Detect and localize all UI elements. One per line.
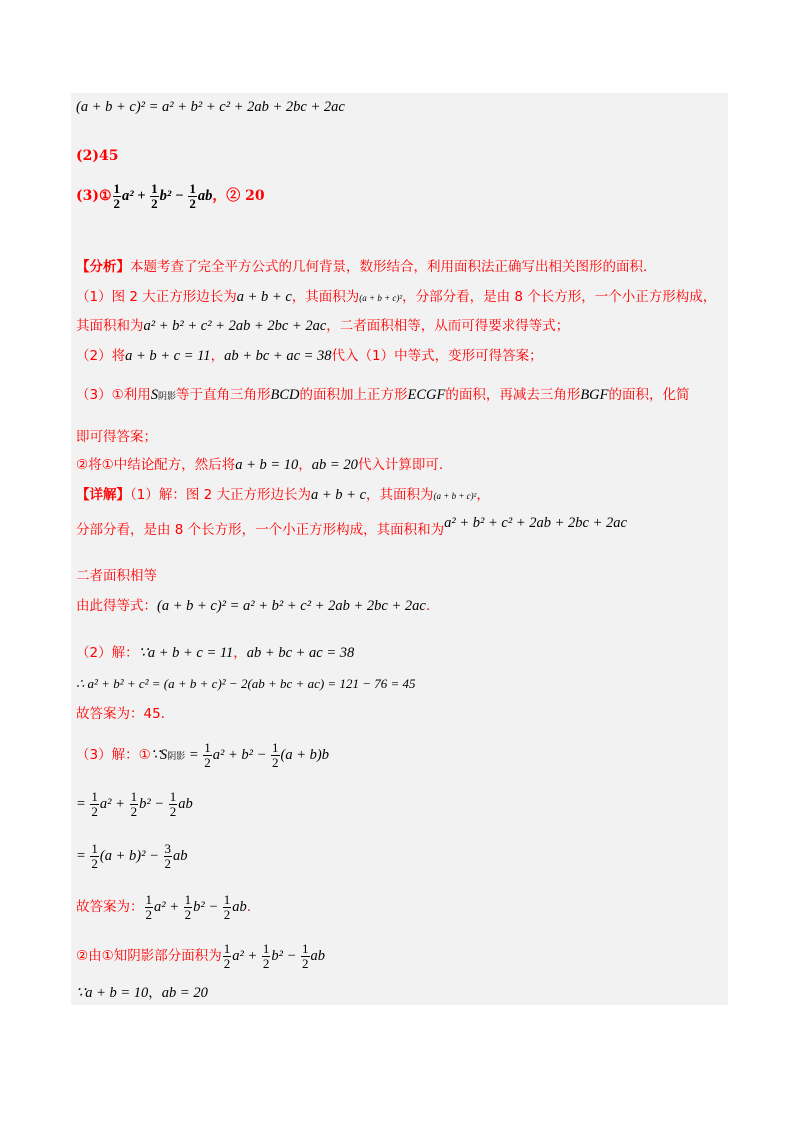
- text: ，其面积为: [366, 487, 434, 503]
- text: ，: [298, 457, 312, 473]
- text: 代入计算即可.: [357, 457, 444, 473]
- analysis-3: [76, 386, 690, 405]
- math: ∵a + b = 10: [76, 985, 149, 1001]
- math: ∵a + b + c = 11: [138, 645, 234, 661]
- math: a + b = 10: [235, 457, 299, 473]
- math: a + b + c: [311, 487, 367, 503]
- math-small: (a + b + c)²: [359, 293, 403, 303]
- detail-13: [76, 984, 208, 1002]
- math: a + b + c: [236, 289, 292, 305]
- text: 的面积加上正方形: [299, 387, 408, 403]
- math: ∵S阴影 = $\frac{1}{2}$ a² + b² − $\frac{1}{2}$ (a + b)b: [150, 740, 329, 770]
- detail-9: = $\frac{1}{2}$ a² + $\frac{1}{2}$ b² − $\frac{1}{2}$ ab: [76, 789, 193, 819]
- math: ab + bc + ac = 38: [224, 348, 332, 364]
- text: 故答案为：: [76, 898, 144, 915]
- detail-6: ∴ a² + b² + c² = (a + b + c)² − 2(ab + bc + ac) = 121 − 76 = 45: [76, 676, 416, 691]
- math: a + b + c = 11: [125, 348, 211, 364]
- text: 的面积，化简: [608, 387, 690, 403]
- text: .: [246, 898, 252, 915]
- text: 代入（1）中等式，变形可得答案；: [331, 348, 543, 364]
- equation-top: (a + b + c)² = a² + b² + c² + 2ab + 2bc + 2ac: [76, 99, 345, 115]
- detail-10: = $\frac{1}{2}$ (a + b)² − $\frac{3}{2}$ ab: [76, 841, 188, 871]
- analysis-tag: 【分析】: [76, 259, 130, 275]
- math: $\frac{1}{2}$ a² + $\frac{1}{2}$ b² − $\frac{1}{2}$ ab: [145, 892, 247, 922]
- text: 其面积和为: [76, 318, 144, 334]
- fraction: $\frac{1}{2}$: [189, 181, 196, 211]
- math-small: (a + b + c)²: [433, 491, 477, 501]
- text: ，: [210, 348, 225, 364]
- answer-3-prefix: (3)①: [76, 187, 112, 204]
- fraction: $\frac{1}{2}$: [113, 181, 121, 211]
- math: a² + b² + c² + 2ab + 2bc + 2ac: [143, 318, 327, 334]
- text: ②由①知阴影部分面积为: [76, 947, 222, 964]
- text: 由此得等式：: [76, 598, 157, 614]
- text: （2）解：: [76, 645, 139, 661]
- text: ，二者面积相等，从而可得要求得等式；: [326, 318, 570, 334]
- math: $\frac{1}{2}$ a² + $\frac{1}{2}$ b² − $\frac{1}{2}$ ab: [223, 941, 325, 971]
- text: ，分部分看，是由 8 个长方形，一个小正方形构成，: [402, 289, 717, 305]
- math-subscript: 阴影: [157, 391, 176, 401]
- detail-tag: 【详解】: [76, 487, 130, 503]
- analysis-3b: 即可得答案；: [76, 429, 157, 445]
- analysis-2: [76, 347, 543, 365]
- detail-2: [76, 515, 627, 539]
- text: .: [425, 598, 431, 614]
- detail-7: 故答案为：45.: [76, 706, 165, 722]
- answer-3-suffix: ，② 20: [212, 187, 265, 204]
- text: （3）解：①: [76, 746, 151, 763]
- detail-5: [76, 644, 354, 662]
- analysis-line: [76, 258, 647, 276]
- analysis-1b: [76, 317, 569, 335]
- text: 的面积，再减去三角形: [445, 387, 581, 403]
- math: S: [150, 387, 158, 403]
- text: ，其面积为: [291, 289, 360, 305]
- analysis-1: [76, 288, 716, 307]
- detail-12: [76, 942, 325, 971]
- text: （1）解：图 2 大正方形边长为: [130, 487, 312, 503]
- math: ECGF: [407, 387, 446, 403]
- math: a² + b² + c² + 2ab + 2bc + 2ac: [444, 515, 627, 531]
- math: BGF: [580, 387, 609, 403]
- answer-3-expression: $\frac{1}{2}$ a² + $\frac{1}{2}$ b² − $\frac{1}{2}$ ab: [113, 181, 213, 211]
- detail-8: [76, 741, 329, 770]
- analysis-4: [76, 456, 443, 474]
- answer-part-2: (2)45: [76, 148, 119, 164]
- text: （2）将: [76, 348, 126, 364]
- math: (a + b + c)² = a² + b² + c² + 2ab + 2bc + 2ac: [157, 598, 426, 614]
- text: 等于直角三角形: [175, 387, 271, 403]
- text: 分部分看，是由 8 个长方形，一个小正方形构成，其面积和为: [76, 522, 445, 538]
- text: （1）图 2 大正方形边长为: [76, 289, 237, 305]
- detail-4: [76, 597, 430, 615]
- text: ，: [233, 645, 247, 661]
- detail-3: 二者面积相等: [76, 568, 157, 584]
- analysis-text: 本题考查了完全平方公式的几何背景，数形结合，利用面积法正确写出相关图形的面积.: [130, 259, 648, 275]
- detail-1: [76, 486, 490, 505]
- fraction: $\frac{1}{2}$: [151, 181, 158, 211]
- text: （3）①利用: [76, 387, 151, 403]
- answer-part-3: [76, 182, 265, 211]
- math: ab = 20: [311, 457, 358, 473]
- math: ab + bc + ac = 38: [246, 645, 355, 661]
- text: ，: [476, 487, 490, 503]
- text: ②将①中结论配方，然后将: [76, 457, 236, 473]
- math: BCD: [270, 387, 300, 403]
- math: ab = 20: [161, 985, 208, 1001]
- text: ，: [148, 985, 162, 1001]
- detail-11: [76, 893, 251, 922]
